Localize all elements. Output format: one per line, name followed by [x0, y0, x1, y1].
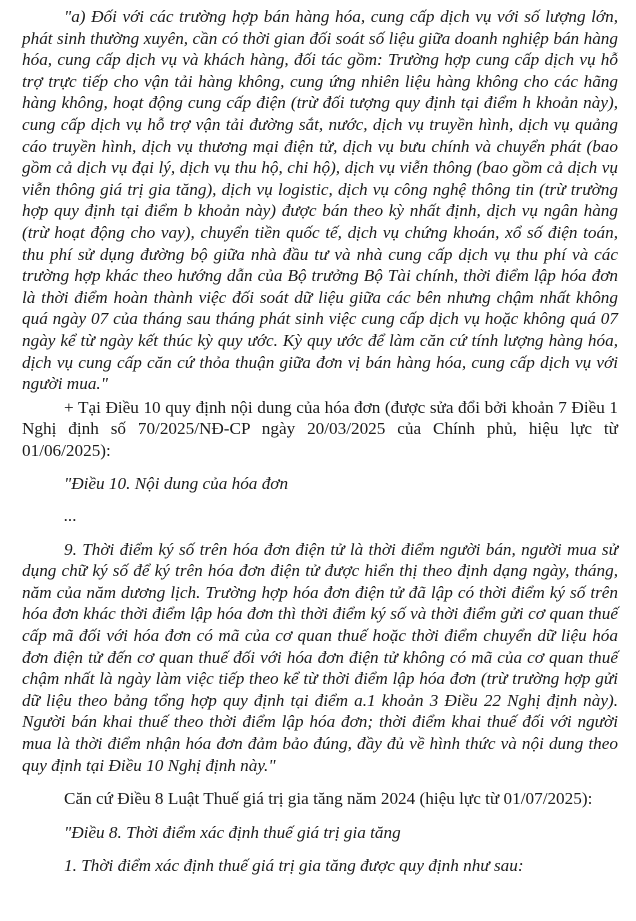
law-basis-paragraph: Căn cứ Điều 8 Luật Thuế giá trị gia tăng năm 2024 (hiệu lực từ 01/07/2025):	[64, 789, 593, 809]
article-10-reference: + Tại Điều 10 quy định nội dung của hóa đơn (được sửa đổi bởi khoản 7 Điều 1 Nghị định số 70/2025/NĐ-CP ngày 20/03/2025 của Chính phủ, hiệu lực từ 01/06/2025):	[22, 397, 618, 460]
article-8-heading: "Điều 8. Thời điểm xác định thuế giá trị gia tăng	[64, 822, 401, 842]
ellipsis: ...	[64, 506, 77, 526]
article-10-heading: "Điều 10. Nội dung của hóa đơn	[64, 474, 289, 494]
quoted-paragraph-9: 9. Thời điểm ký số trên hóa đơn điện tử là thời điểm người bán, người mua sử dụng chữ ký số để ký trên hóa đơn điện tử được hiển thị theo định dạng ngày, tháng, năm của năm dương lịch. Trường hợp hóa đơn điện tử đã lập có thời điểm ký số trên hóa đơn khác thời điểm lập hóa đơn thì thời điểm ký số và thời điểm gửi cơ quan thuế cấp mã đối với hóa đơn có mã của cơ quan thuế hoặc thời điểm chuyển dữ liệu hóa đơn điện tử đến cơ quan thuế đối với hóa đơn điện tử không có mã của cơ quan thuế chậm nhất là ngày làm việc tiếp theo kể từ thời điểm lập hóa đơn (trừ trường hợp gửi dữ liệu theo bảng tổng hợp quy định tại điểm a.1 khoản 3 Điều 22 Nghị định này). Người bán khai thuế theo thời điểm lập hóa đơn; thời điểm khai thuế đối với người mua là thời điểm nhận hóa đơn đảm bảo đúng, đầy đủ về hình thức và nội dung theo quy định tại Điều 10 Nghị định này."	[22, 539, 618, 775]
article-8-item-1: 1. Thời điểm xác định thuế giá trị gia tăng được quy định như sau:	[64, 856, 524, 876]
quoted-paragraph-a: "a) Đối với các trường hợp bán hàng hóa, cung cấp dịch vụ với số lượng lớn, phát sinh thường xuyên, cần có thời gian đối soát số liệu giữa doanh nghiệp bán hàng hóa, cung cấp dịch vụ và khách hàng, đối tác gồm: Trường hợp cung cấp dịch vụ hỗ trợ trực tiếp cho vận tải hàng không, cung ứng nhiên liệu hàng không cho các hãng hàng không, hoạt động cung cấp điện (trừ đối tượng quy định tại điểm h khoản này), cung cấp dịch vụ hỗ trợ vận tải đường sắt, nước, dịch vụ truyền hình, dịch vụ quảng cáo truyền hình, dịch vụ thương mại điện tử, dịch vụ bưu chính và chuyển phát (bao gồm cả dịch vụ đại lý, dịch vụ thu hộ, chi hộ), dịch vụ viễn thông (bao gồm cả dịch vụ viễn thông giá trị gia tăng), dịch vụ logistic, dịch vụ công nghệ thông tin (trừ trường hợp quy định tại điểm b khoản này) được bán theo kỳ nhất định, dịch vụ ngân hàng (trừ hoạt động cho vay), chuyển tiền quốc tế, dịch vụ chứng khoán, xổ số điện toán, thu phí sử dụng đường bộ giữa nhà đầu tư và nhà cung cấp dịch vụ thu phí và các trường hợp khác theo hướng dẫn của Bộ trưởng Bộ Tài chính, thời điểm lập hóa đơn là thời điểm hoàn thành việc đối soát dữ liệu giữa các bên nhưng chậm nhất không quá ngày 07 của tháng sau tháng phát sinh việc cung cấp dịch vụ hoặc không quá 07 ngày kể từ ngày kết thúc kỳ quy ước. Kỳ quy ước để làm căn cứ tính lượng hàng hóa, dịch vụ cung cấp căn cứ thỏa thuận giữa đơn vị bán hàng hóa, cung cấp dịch vụ với người mua."	[22, 7, 618, 394]
